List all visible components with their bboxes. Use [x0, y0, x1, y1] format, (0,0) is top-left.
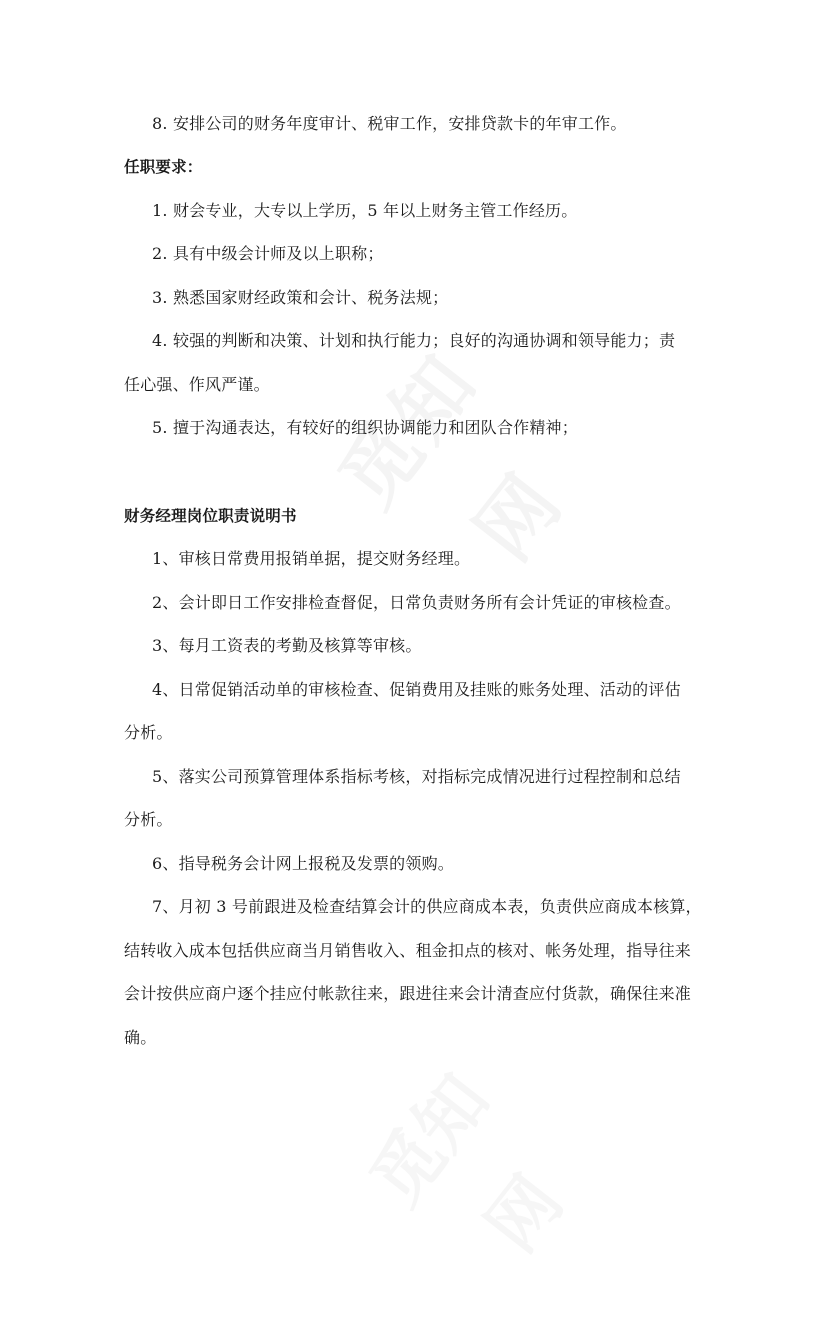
- job-line-6: 6、指导税务会计网上报税及发票的领购。: [152, 854, 454, 873]
- job-line-1: 1、审核日常费用报销单据，提交财务经理。: [152, 549, 471, 568]
- watermark-bottom: [321, 1024, 539, 1255]
- job-line-7: 7、月初 3 号前跟进及检查结算会计的供应商成本表，负责供应商成本核算，: [152, 897, 702, 916]
- job-line-4-cont: 分析。: [124, 723, 173, 742]
- job-line-3: 3、每月工资表的考勤及核算等审核。: [152, 636, 422, 655]
- job-line-5-cont: 分析。: [124, 810, 173, 829]
- requirement-item-3: 3. 熟悉国家财经政策和会计、税务法规；: [152, 288, 449, 307]
- requirements-heading: 任职要求：: [124, 157, 203, 176]
- requirement-item-4: 4. 较强的判断和决策、计划和执行能力；良好的沟通协调和领导能力；责: [152, 331, 676, 350]
- job-line-5: 5、落实公司预算管理体系指标考核，对指标完成情况进行过程控制和总结: [152, 767, 681, 786]
- requirement-item-5: 5. 擅于沟通表达，有较好的组织协调能力和团队合作精神；: [152, 418, 578, 437]
- job-line-2: 2、会计即日工作安排检查督促，日常负责财务所有会计凭证的审核检查。: [152, 593, 681, 612]
- requirement-item-1: 1. 财会专业，大专以上学历，5 年以上财务主管工作经历。: [152, 201, 578, 220]
- job-line-7-cont-1: 结转收入成本包括供应商当月销售收入、租金扣点的核对、帐务处理，指导往来: [124, 941, 692, 960]
- duty-item-8: 8. 安排公司的财务年度审计、税审工作，安排贷款卡的年审工作。: [152, 114, 627, 133]
- job-line-7-cont-2: 会计按供应商户逐个挂应付帐款往来，跟进往来会计清查应付货款，确保往来准: [124, 984, 692, 1003]
- requirement-item-2: 2. 具有中级会计师及以上职称；: [152, 244, 384, 263]
- job-line-4: 4、日常促销活动单的审核检查、促销费用及挂账的账务处理、活动的评估: [152, 680, 681, 699]
- job-line-7-cont-3: 确。: [124, 1028, 157, 1047]
- job-description-title: 财务经理岗位职责说明书: [124, 506, 297, 525]
- requirement-item-4-cont: 任心强、作风严谨。: [124, 375, 270, 394]
